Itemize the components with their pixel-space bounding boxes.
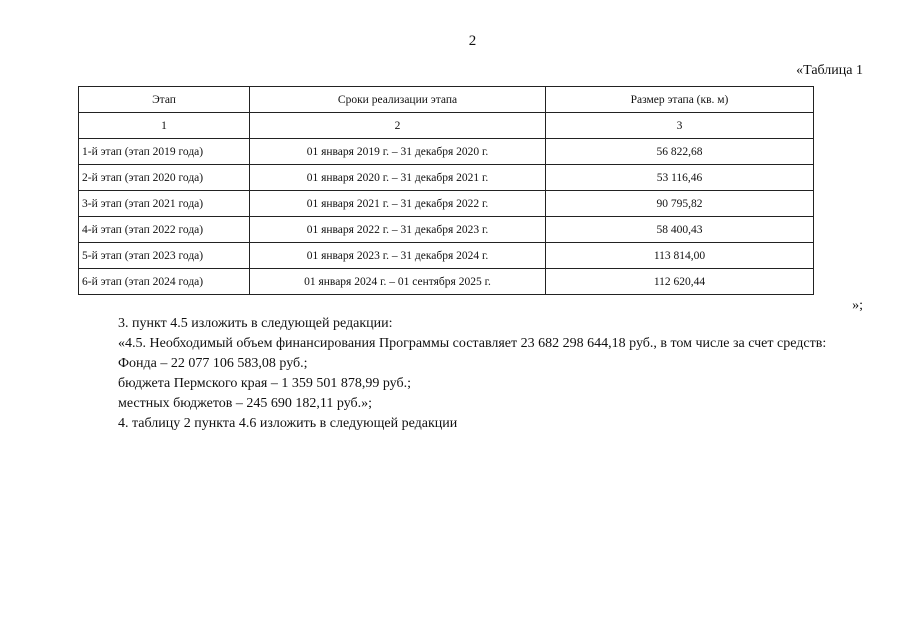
size-cell: 90 795,82: [546, 191, 814, 217]
size-cell: 112 620,44: [546, 269, 814, 295]
table-row: [79, 243, 814, 269]
period-cell: 01 января 2024 г. – 01 сентября 2025 г.: [250, 269, 546, 295]
paragraph-regional-budget: бюджета Пермского края – 1 359 501 878,99 руб.;: [118, 376, 411, 391]
stage-cell: 1-й этап (этап 2019 года): [79, 139, 250, 165]
stage-cell: 5-й этап (этап 2023 года): [79, 243, 250, 269]
closing-quote: »;: [852, 298, 863, 313]
size-cell: 56 822,68: [546, 139, 814, 165]
paragraph-financing: «4.5. Необходимый объем финансирования Программы составляет 23 682 298 644,18 руб., в том числе за счет средств:: [118, 336, 827, 351]
period-cell: 01 января 2022 г. – 31 декабря 2023 г.: [250, 217, 546, 243]
table-row: [79, 191, 814, 217]
period-cell: 01 января 2023 г. – 31 декабря 2024 г.: [250, 243, 546, 269]
size-cell: 58 400,43: [546, 217, 814, 243]
stage-cell: 4-й этап (этап 2022 года): [79, 217, 250, 243]
period-cell: 01 января 2021 г. – 31 декабря 2022 г.: [250, 191, 546, 217]
page-number: 2: [468, 33, 477, 49]
header-size: Размер этапа (кв. м): [546, 87, 814, 113]
table-row: [79, 139, 814, 165]
column-number: 3: [546, 113, 814, 139]
header-period: Сроки реализации этапа: [250, 87, 546, 113]
stage-cell: 3-й этап (этап 2021 года): [79, 191, 250, 217]
stage-cell: 6-й этап (этап 2024 года): [79, 269, 250, 295]
table-row: [79, 165, 814, 191]
table-caption: «Таблица 1: [796, 63, 863, 78]
column-number: 1: [79, 113, 250, 139]
size-cell: 113 814,00: [546, 243, 814, 269]
paragraph-item-4: 4. таблицу 2 пункта 4.6 изложить в следующей редакции: [118, 416, 458, 431]
table-row: [79, 217, 814, 243]
size-cell: 53 116,46: [546, 165, 814, 191]
stage-cell: 2-й этап (этап 2020 года): [79, 165, 250, 191]
table-row: [79, 269, 814, 295]
header-stage: Этап: [79, 87, 250, 113]
paragraph-item-3: 3. пункт 4.5 изложить в следующей редакции:: [118, 316, 393, 331]
period-cell: 01 января 2019 г. – 31 декабря 2020 г.: [250, 139, 546, 165]
table-header-row: [79, 87, 814, 113]
column-number: 2: [250, 113, 546, 139]
paragraph-fund: Фонда – 22 077 106 583,08 руб.;: [118, 356, 308, 371]
body-text: [80, 314, 865, 434]
paragraph-local-budgets: местных бюджетов – 245 690 182,11 руб.»;: [118, 396, 373, 411]
stages-table: [78, 86, 814, 295]
column-numbering-row: [79, 113, 814, 139]
period-cell: 01 января 2020 г. – 31 декабря 2021 г.: [250, 165, 546, 191]
